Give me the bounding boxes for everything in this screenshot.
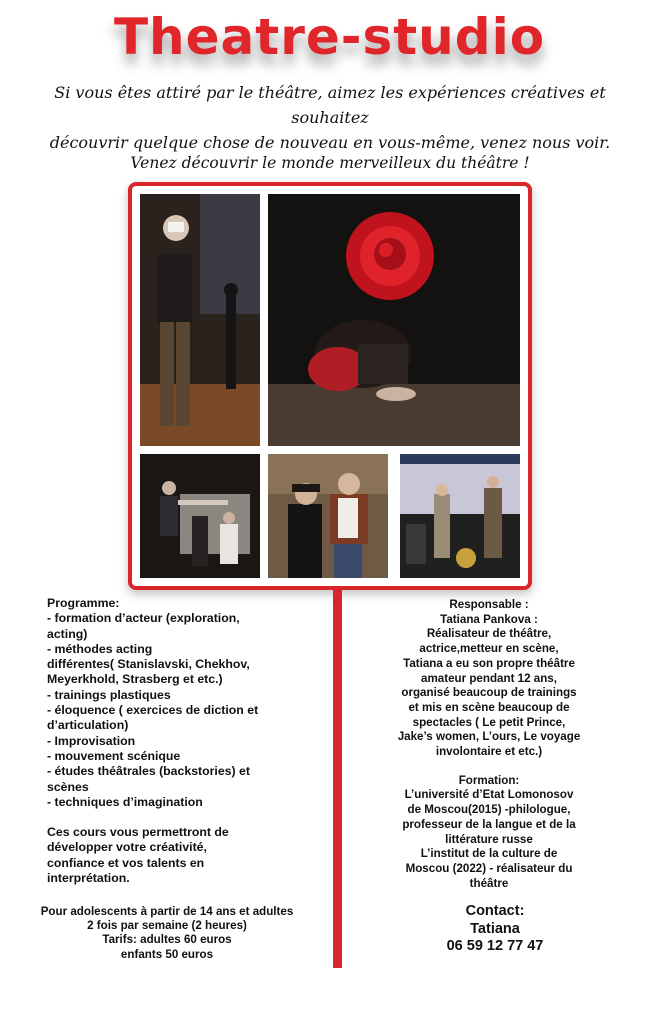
photo-outdoor-performance	[400, 454, 520, 578]
poster-title: Theatre-studio	[113, 8, 546, 66]
center-divider	[333, 590, 342, 968]
formation-line: littérature russe	[445, 832, 533, 846]
formation-line: L’institut de la culture de	[420, 847, 558, 861]
responsible-line: et mis en scène beaucoup de	[408, 700, 570, 714]
formation-line: professeur de la langue et de la	[402, 817, 576, 831]
pricing-line: Tarifs: adultes 60 euros	[102, 933, 232, 947]
formation-line: L’université d’Etat Lomonosov	[404, 788, 574, 802]
responsible-line: Réalisateur de théâtre,	[426, 627, 552, 641]
program-section	[47, 596, 297, 886]
responsible-heading: Responsable :	[449, 598, 529, 611]
responsible-line: Jake’s women, L’ours, Le voyage	[397, 730, 581, 744]
program-heading: Programme:	[47, 596, 120, 610]
responsible-line: spectacles ( Le petit Prince,	[412, 715, 566, 729]
closing-line: confiance et vos talents en	[47, 855, 205, 870]
responsible-line: amateur pendant 12 ans,	[421, 671, 557, 685]
contact-phone[interactable]: 06 59 12 77 47	[446, 938, 544, 954]
program-line: - mouvement scénique	[47, 748, 181, 763]
program-line: - trainings plastiques	[47, 687, 171, 702]
responsible-line: Tatiana a eu son propre théâtre	[403, 656, 575, 670]
closing-line: développer votre créativité,	[47, 840, 207, 855]
responsible-line: Tatiana Pankova :	[440, 612, 538, 626]
formation-line: de Moscou(2015) -philologue,	[407, 803, 571, 817]
formation-heading: Formation:	[458, 773, 520, 787]
formation-line: théâtre	[469, 876, 509, 890]
responsible-section	[365, 598, 613, 891]
program-line: acting)	[47, 626, 88, 641]
intro-line: découvrir quelque chose de nouveau en vous-même, venez nous voir.	[49, 133, 611, 152]
program-line: Meyerkhold, Strasberg et etc.)	[47, 672, 223, 687]
pricing-line: Pour adolescents à partir de 14 ans et adultes	[40, 905, 294, 918]
pricing-line: enfants 50 euros	[120, 947, 214, 961]
contact-section	[400, 903, 590, 956]
formation-line: Moscou (2022) - réalisateur du	[405, 861, 573, 875]
program-line: - éloquence ( exercices de diction et	[47, 703, 259, 718]
intro-line: Si vous êtes attiré par le théâtre, aimez les expériences créatives et souhaitez	[54, 83, 606, 127]
program-line: différentes( Stanislavski, Chekhov,	[47, 657, 250, 672]
program-line: - études théâtrales (backstories) et	[47, 764, 250, 779]
photo-stage-scene	[140, 454, 260, 578]
pricing-section	[22, 905, 312, 962]
photo-rose-dancer	[268, 194, 520, 446]
intro-text	[30, 80, 630, 155]
photo-actor-mask	[140, 194, 260, 446]
program-line: - Improvisation	[47, 733, 136, 748]
program-line: scènes	[47, 779, 89, 794]
program-line: - techniques d’imagination	[47, 794, 203, 809]
closing-line: interprétation.	[47, 871, 130, 886]
responsible-line: involontaire et etc.)	[435, 745, 543, 759]
program-line: - formation d’acteur (exploration,	[47, 611, 240, 626]
contact-name: Tatiana	[470, 920, 520, 937]
contact-heading: Contact:	[465, 903, 525, 919]
subtitle: Venez découvrir le monde merveilleux du théâtre !	[130, 154, 530, 172]
program-line: - méthodes acting	[47, 641, 153, 656]
program-line: d’articulation)	[47, 718, 129, 733]
closing-line: Ces cours vous permettront de	[47, 825, 229, 840]
photo-duo-costumes	[268, 454, 388, 578]
photo-collage-frame	[128, 182, 532, 590]
responsible-line: actrice,metteur en scène,	[419, 642, 559, 656]
responsible-line: organisé beaucoup de trainings	[401, 686, 577, 700]
pricing-line: 2 fois par semaine (2 heures)	[87, 919, 247, 933]
